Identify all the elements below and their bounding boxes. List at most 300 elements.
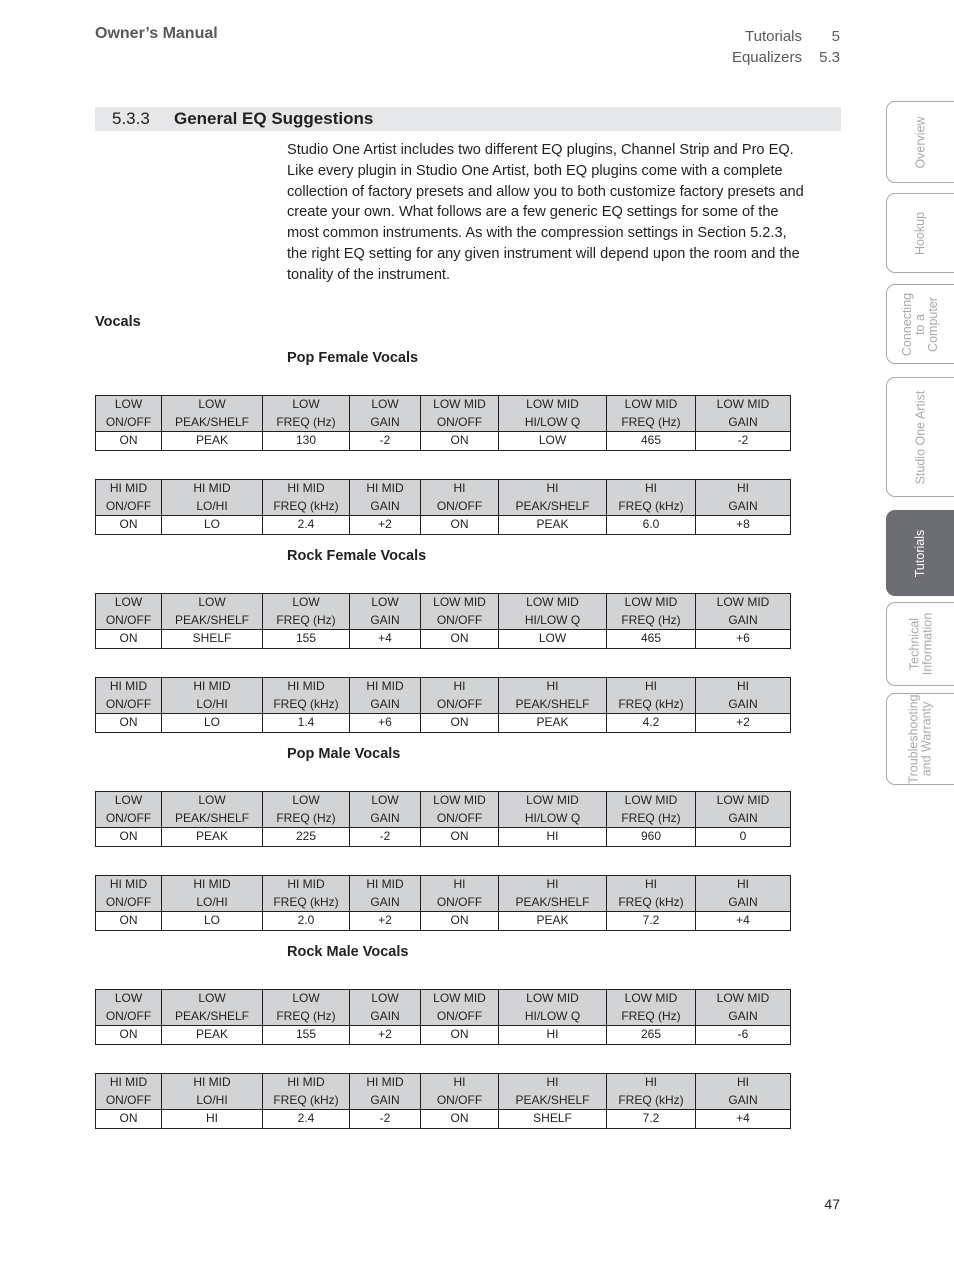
header-cell-line: HI xyxy=(645,481,657,495)
header-cell-line: HI MID xyxy=(109,679,148,693)
header-cell xyxy=(162,990,263,1026)
header-cell xyxy=(499,1074,607,1110)
section-heading-number: 5.3.3 xyxy=(112,109,150,128)
header-cell-line: PEAK/SHELF xyxy=(515,498,590,513)
value-cell: ON xyxy=(96,432,162,451)
header-cell-line: HI MID xyxy=(366,1075,404,1089)
header-cell-line: ON/OFF xyxy=(436,414,483,429)
side-tab-label: Troubleshooting and Warranty xyxy=(907,694,934,784)
header-cell-line: PEAK/SHELF xyxy=(174,612,250,627)
header-cell-line: LOW xyxy=(371,397,399,411)
header-cell-line: GAIN xyxy=(370,498,400,513)
header-cell-line: LO/HI xyxy=(196,696,228,711)
header-cell-line: HI MID xyxy=(109,877,148,891)
value-cell: ON xyxy=(96,630,162,649)
header-cell xyxy=(607,594,696,630)
header-cell-line: PEAK/SHELF xyxy=(515,1092,590,1107)
header-cell-line: LOW MID xyxy=(716,991,770,1005)
preset-title: Pop Female Vocals xyxy=(287,350,419,366)
header-cell xyxy=(350,990,421,1026)
header-cell-line: HI MID xyxy=(287,877,325,891)
side-tab-connecting[interactable] xyxy=(886,284,954,364)
value-cell: LOW xyxy=(499,432,607,451)
header-cell-line: HI MID xyxy=(109,1075,148,1089)
header-cell-line: HI xyxy=(737,1075,749,1089)
header-cell-line: HI MID xyxy=(366,877,404,891)
header-cell-line: ON/OFF xyxy=(105,498,152,513)
table-value-row xyxy=(96,912,791,931)
value-cell: -2 xyxy=(696,432,791,451)
header-cell xyxy=(263,876,350,912)
header-cell-line: LOW MID xyxy=(433,793,486,807)
table-header-row xyxy=(96,594,791,630)
table-header-row xyxy=(96,876,791,912)
header-cell-line: GAIN xyxy=(728,498,758,513)
header-cell-line: FREQ (kHz) xyxy=(618,894,684,909)
value-cell: 2.4 xyxy=(263,1110,350,1129)
header-cell-line: HI xyxy=(645,679,657,693)
value-cell: PEAK xyxy=(499,516,607,535)
header-cell xyxy=(421,1074,499,1110)
header-cell-line: GAIN xyxy=(370,696,400,711)
header-cell-line: LOW MID xyxy=(433,991,486,1005)
header-cell-line: PEAK/SHELF xyxy=(174,1008,250,1023)
header-breadcrumb xyxy=(620,26,840,68)
value-cell: -2 xyxy=(350,1110,421,1129)
header-cell-line: ON/OFF xyxy=(436,810,483,825)
high-band-table xyxy=(95,875,791,931)
header-cell-line: LOW MID xyxy=(716,595,770,609)
value-cell: +4 xyxy=(350,630,421,649)
high-band-table xyxy=(95,1073,791,1129)
header-cell-line: PEAK/SHELF xyxy=(515,696,590,711)
header-cell-line: LOW xyxy=(198,397,226,411)
table-value-row xyxy=(96,1110,791,1129)
header-cell-line: HI/LOW Q xyxy=(524,414,581,429)
header-cell xyxy=(607,876,696,912)
value-cell: LO xyxy=(162,912,263,931)
header-cell-line: ON/OFF xyxy=(105,414,152,429)
value-cell: ON xyxy=(96,1026,162,1045)
header-cell xyxy=(162,678,263,714)
header-cell xyxy=(96,792,162,828)
header-cell-line: FREQ (Hz) xyxy=(276,810,336,825)
table-header-row xyxy=(96,480,791,516)
header-cell-line: FREQ (kHz) xyxy=(273,498,339,513)
header-cell-line: ON/OFF xyxy=(436,894,483,909)
header-cell-line: HI xyxy=(645,1075,657,1089)
table-header-row xyxy=(96,396,791,432)
value-cell: 6.0 xyxy=(607,516,696,535)
header-cell-line: GAIN xyxy=(370,894,400,909)
header-cell-line: GAIN xyxy=(728,612,758,627)
value-cell: +8 xyxy=(696,516,791,535)
header-cell-line: ON/OFF xyxy=(105,696,152,711)
header-cell-line: HI xyxy=(546,877,559,891)
header-cell xyxy=(263,594,350,630)
header-cell-line: ON/OFF xyxy=(105,1092,152,1107)
header-cell-line: ON/OFF xyxy=(436,1092,483,1107)
value-cell: 0 xyxy=(696,828,791,847)
value-cell: +2 xyxy=(350,516,421,535)
value-cell: PEAK xyxy=(162,432,263,451)
table-value-row xyxy=(96,828,791,847)
table-value-row xyxy=(96,432,791,451)
header-cell-line: LOW MID xyxy=(526,991,579,1005)
value-cell: SHELF xyxy=(162,630,263,649)
header-cell-line: ON/OFF xyxy=(436,498,483,513)
header-cell-line: LO/HI xyxy=(196,498,228,513)
value-cell: 7.2 xyxy=(607,1110,696,1129)
header-cell-line: FREQ (Hz) xyxy=(621,810,681,825)
header-cell-line: HI MID xyxy=(366,481,404,495)
header-cell-line: HI MID xyxy=(193,679,231,693)
header-cell xyxy=(263,678,350,714)
header-cell xyxy=(96,594,162,630)
value-cell: LO xyxy=(162,516,263,535)
header-cell xyxy=(607,990,696,1026)
header-cell-line: FREQ (kHz) xyxy=(273,696,339,711)
header-cell xyxy=(162,792,263,828)
header-cell xyxy=(421,678,499,714)
value-cell: 465 xyxy=(607,432,696,451)
header-cell xyxy=(607,480,696,516)
value-cell: LO xyxy=(162,714,263,733)
header-cell xyxy=(696,792,791,828)
value-cell: ON xyxy=(421,912,499,931)
header-cell xyxy=(696,480,791,516)
category-heading: Vocals xyxy=(95,314,141,330)
value-cell: 155 xyxy=(263,630,350,649)
header-cell-line: LOW xyxy=(371,793,399,807)
header-cell-line: LOW MID xyxy=(433,397,486,411)
side-tab-studio-one-artist[interactable] xyxy=(886,377,954,497)
value-cell: ON xyxy=(421,1110,499,1129)
value-cell: ON xyxy=(96,828,162,847)
header-cell xyxy=(421,594,499,630)
header-cell xyxy=(162,594,263,630)
header-cell-line: HI xyxy=(737,481,749,495)
value-cell: ON xyxy=(421,714,499,733)
side-tab-label: Connecting to a Computer xyxy=(900,292,941,356)
value-cell: ON xyxy=(421,630,499,649)
value-cell: ON xyxy=(421,432,499,451)
table-value-row xyxy=(96,1026,791,1045)
header-cell xyxy=(350,1074,421,1110)
header-cell-line: HI xyxy=(453,481,466,495)
header-cell-line: LOW MID xyxy=(624,397,678,411)
value-cell: ON xyxy=(421,516,499,535)
header-cell xyxy=(499,594,607,630)
header-cell xyxy=(696,876,791,912)
side-tab-tutorials[interactable] xyxy=(886,510,954,596)
header-cell-line: FREQ (kHz) xyxy=(273,1092,339,1107)
value-cell: +2 xyxy=(696,714,791,733)
header-cell-line: LOW xyxy=(114,595,143,609)
value-cell: ON xyxy=(96,912,162,931)
header-cell-line: HI xyxy=(737,679,749,693)
header-cell xyxy=(607,396,696,432)
header-cell xyxy=(696,594,791,630)
value-cell: +2 xyxy=(350,1026,421,1045)
value-cell: PEAK xyxy=(162,1026,263,1045)
header-cell-line: HI MID xyxy=(193,1075,231,1089)
header-cell-line: GAIN xyxy=(370,612,400,627)
header-cell xyxy=(499,990,607,1026)
side-tab-hookup[interactable] xyxy=(886,193,954,273)
header-cell-line: LOW MID xyxy=(624,793,678,807)
header-cell-line: GAIN xyxy=(728,1092,758,1107)
header-cell xyxy=(696,396,791,432)
header-cell-line: LOW MID xyxy=(624,595,678,609)
header-cell-line: ON/OFF xyxy=(436,612,483,627)
header-cell-line: FREQ (Hz) xyxy=(276,1008,336,1023)
header-cell-line: ON/OFF xyxy=(105,1008,152,1023)
low-band-table xyxy=(95,395,791,451)
header-cell-line: LO/HI xyxy=(196,1092,228,1107)
header-cell xyxy=(162,876,263,912)
header-cell-line: PEAK/SHELF xyxy=(174,414,250,429)
value-cell: LOW xyxy=(499,630,607,649)
header-cell-line: LOW MID xyxy=(716,397,770,411)
header-cell-line: PEAK/SHELF xyxy=(515,894,590,909)
header-cell-line: HI xyxy=(453,679,466,693)
header-cell-line: GAIN xyxy=(370,810,400,825)
table-header-row xyxy=(96,792,791,828)
table-value-row xyxy=(96,714,791,733)
header-cell-line: GAIN xyxy=(370,414,400,429)
header-cell xyxy=(263,396,350,432)
value-cell: 225 xyxy=(263,828,350,847)
header-cell-line: HI MID xyxy=(287,1075,325,1089)
header-cell xyxy=(263,1074,350,1110)
preset-title: Pop Male Vocals xyxy=(287,746,401,762)
chapter-label: Tutorials xyxy=(745,28,802,45)
value-cell: 960 xyxy=(607,828,696,847)
header-cell-line: HI xyxy=(737,877,749,891)
value-cell: 4.2 xyxy=(607,714,696,733)
header-cell xyxy=(421,480,499,516)
header-cell xyxy=(607,678,696,714)
header-cell-line: LOW xyxy=(114,991,143,1005)
header-cell-line: GAIN xyxy=(728,810,758,825)
header-cell-line: GAIN xyxy=(370,1092,400,1107)
value-cell: +6 xyxy=(696,630,791,649)
high-band-table xyxy=(95,677,791,733)
value-cell: 155 xyxy=(263,1026,350,1045)
header-cell-line: LOW xyxy=(292,595,320,609)
header-cell-line: LOW xyxy=(292,793,320,807)
header-cell xyxy=(421,396,499,432)
value-cell: HI xyxy=(499,828,607,847)
header-cell-line: GAIN xyxy=(370,1008,400,1023)
header-cell-line: LOW MID xyxy=(526,793,579,807)
value-cell: ON xyxy=(96,1110,162,1129)
header-cell xyxy=(696,678,791,714)
header-cell xyxy=(263,480,350,516)
header-cell-line: ON/OFF xyxy=(105,894,152,909)
value-cell: ON xyxy=(96,714,162,733)
header-cell-line: GAIN xyxy=(728,414,758,429)
header-cell-line: ON/OFF xyxy=(105,810,152,825)
header-cell xyxy=(96,876,162,912)
header-cell-line: FREQ (Hz) xyxy=(621,1008,681,1023)
value-cell: +4 xyxy=(696,912,791,931)
header-cell xyxy=(350,876,421,912)
header-cell-line: FREQ (Hz) xyxy=(276,612,336,627)
header-cell-line: FREQ (kHz) xyxy=(618,696,684,711)
header-cell-line: GAIN xyxy=(728,696,758,711)
header-cell-line: LOW xyxy=(292,991,320,1005)
header-cell-line: FREQ (kHz) xyxy=(618,1092,684,1107)
value-cell: ON xyxy=(96,516,162,535)
chapter-number: 5 xyxy=(831,28,840,45)
header-cell-line: GAIN xyxy=(728,1008,758,1023)
value-cell: 7.2 xyxy=(607,912,696,931)
header-cell xyxy=(350,792,421,828)
section-number: 5.3 xyxy=(819,49,840,66)
manual-title: Owner’s Manual xyxy=(95,25,218,42)
header-cell-line: FREQ (Hz) xyxy=(621,414,681,429)
header-cell-line: LO/HI xyxy=(196,894,228,909)
header-cell xyxy=(350,480,421,516)
header-cell-line: HI MID xyxy=(287,481,325,495)
header-cell-line: LOW xyxy=(114,397,143,411)
header-cell xyxy=(162,1074,263,1110)
header-cell-line: HI/LOW Q xyxy=(524,1008,581,1023)
value-cell: PEAK xyxy=(162,828,263,847)
value-cell: ON xyxy=(421,1026,499,1045)
header-cell-line: LOW MID xyxy=(716,793,770,807)
value-cell: +2 xyxy=(350,912,421,931)
value-cell: HI xyxy=(499,1026,607,1045)
header-cell-line: ON/OFF xyxy=(436,1008,483,1023)
header-cell xyxy=(350,396,421,432)
side-tab-label: Studio One Artist xyxy=(913,390,928,484)
value-cell: 130 xyxy=(263,432,350,451)
header-cell-line: LOW xyxy=(114,793,143,807)
header-cell-line: ON/OFF xyxy=(105,612,152,627)
value-cell: 2.4 xyxy=(263,516,350,535)
value-cell: +4 xyxy=(696,1110,791,1129)
header-cell-line: HI xyxy=(453,1075,466,1089)
header-cell xyxy=(421,990,499,1026)
side-tab-label: Tutorials xyxy=(913,529,928,577)
preset-title: Rock Female Vocals xyxy=(287,548,427,564)
header-cell-line: LOW MID xyxy=(433,595,486,609)
side-tab-troubleshooting[interactable] xyxy=(886,693,954,785)
intro-paragraph: Studio One Artist includes two different EQ plugins, Channel Strip and Pro EQ. Like every plugin in Studio One Artist, both EQ plugins come with a complete collection of factory presets and allow you to both customize factory presets and create your own. What follows are a few generic EQ settings for some of the most common instruments. As with the compression settings in Section 5.2.3, the right EQ setting for any given instrument will depend upon the room and the tonality of the instrument. xyxy=(287,142,804,283)
header-cell xyxy=(499,480,607,516)
side-tab-label: Hookup xyxy=(913,211,928,255)
side-tab-technical-information[interactable] xyxy=(886,602,954,686)
header-cell-line: HI MID xyxy=(366,679,404,693)
side-tab-label: Technical Information xyxy=(907,612,934,676)
value-cell: 265 xyxy=(607,1026,696,1045)
table-header-row xyxy=(96,678,791,714)
value-cell: PEAK xyxy=(499,714,607,733)
high-band-table xyxy=(95,479,791,535)
value-cell: PEAK xyxy=(499,912,607,931)
header-cell-line: FREQ (Hz) xyxy=(621,612,681,627)
preset-title: Rock Male Vocals xyxy=(287,944,409,960)
header-cell xyxy=(263,792,350,828)
header-cell-line: LOW xyxy=(371,595,399,609)
header-cell-line: LOW MID xyxy=(624,991,678,1005)
value-cell: +6 xyxy=(350,714,421,733)
low-band-table xyxy=(95,593,791,649)
header-cell-line: HI xyxy=(546,481,559,495)
low-band-table xyxy=(95,791,791,847)
header-cell-line: PEAK/SHELF xyxy=(174,810,250,825)
value-cell: 465 xyxy=(607,630,696,649)
header-cell xyxy=(499,792,607,828)
header-cell-line: HI MID xyxy=(287,679,325,693)
table-value-row xyxy=(96,516,791,535)
header-cell-line: LOW xyxy=(292,397,320,411)
table-value-row xyxy=(96,630,791,649)
header-cell-line: LOW MID xyxy=(526,397,579,411)
header-cell-line: FREQ (kHz) xyxy=(618,498,684,513)
header-cell-line: HI xyxy=(546,679,559,693)
header-cell-line: LOW xyxy=(198,991,226,1005)
header-cell xyxy=(421,876,499,912)
value-cell: 1.4 xyxy=(263,714,350,733)
header-cell xyxy=(607,1074,696,1110)
header-cell xyxy=(696,990,791,1026)
value-cell: 2.0 xyxy=(263,912,350,931)
header-cell xyxy=(263,990,350,1026)
header-cell xyxy=(162,396,263,432)
header-cell xyxy=(350,594,421,630)
value-cell: ON xyxy=(421,828,499,847)
header-cell xyxy=(96,480,162,516)
section-heading-title: General EQ Suggestions xyxy=(174,109,374,128)
header-cell-line: HI MID xyxy=(193,481,231,495)
header-cell xyxy=(96,678,162,714)
header-cell xyxy=(96,1074,162,1110)
value-cell: HI xyxy=(162,1110,263,1129)
header-cell xyxy=(499,876,607,912)
value-cell: -2 xyxy=(350,828,421,847)
header-cell-line: FREQ (kHz) xyxy=(273,894,339,909)
header-cell-line: HI xyxy=(645,877,657,891)
header-cell xyxy=(499,678,607,714)
header-cell-line: HI MID xyxy=(193,877,231,891)
header-cell-line: LOW xyxy=(198,793,226,807)
table-header-row xyxy=(96,990,791,1026)
header-cell-line: FREQ (Hz) xyxy=(276,414,336,429)
header-cell xyxy=(350,678,421,714)
side-tab-overview[interactable] xyxy=(886,101,954,183)
value-cell: SHELF xyxy=(499,1110,607,1129)
header-cell-line: HI MID xyxy=(109,481,148,495)
table-header-row xyxy=(96,1074,791,1110)
value-cell: -2 xyxy=(350,432,421,451)
header-cell xyxy=(421,792,499,828)
header-cell-line: HI/LOW Q xyxy=(524,810,581,825)
header-cell xyxy=(96,396,162,432)
header-cell-line: HI xyxy=(546,1075,559,1089)
page-number: 47 xyxy=(824,1196,840,1212)
side-tab-label: Overview xyxy=(913,115,928,169)
header-cell-line: GAIN xyxy=(728,894,758,909)
section-heading-bar xyxy=(95,107,841,131)
section-label: Equalizers xyxy=(731,49,802,66)
header-cell-line: ON/OFF xyxy=(436,696,483,711)
header-cell xyxy=(499,396,607,432)
header-cell-line: HI xyxy=(453,877,466,891)
